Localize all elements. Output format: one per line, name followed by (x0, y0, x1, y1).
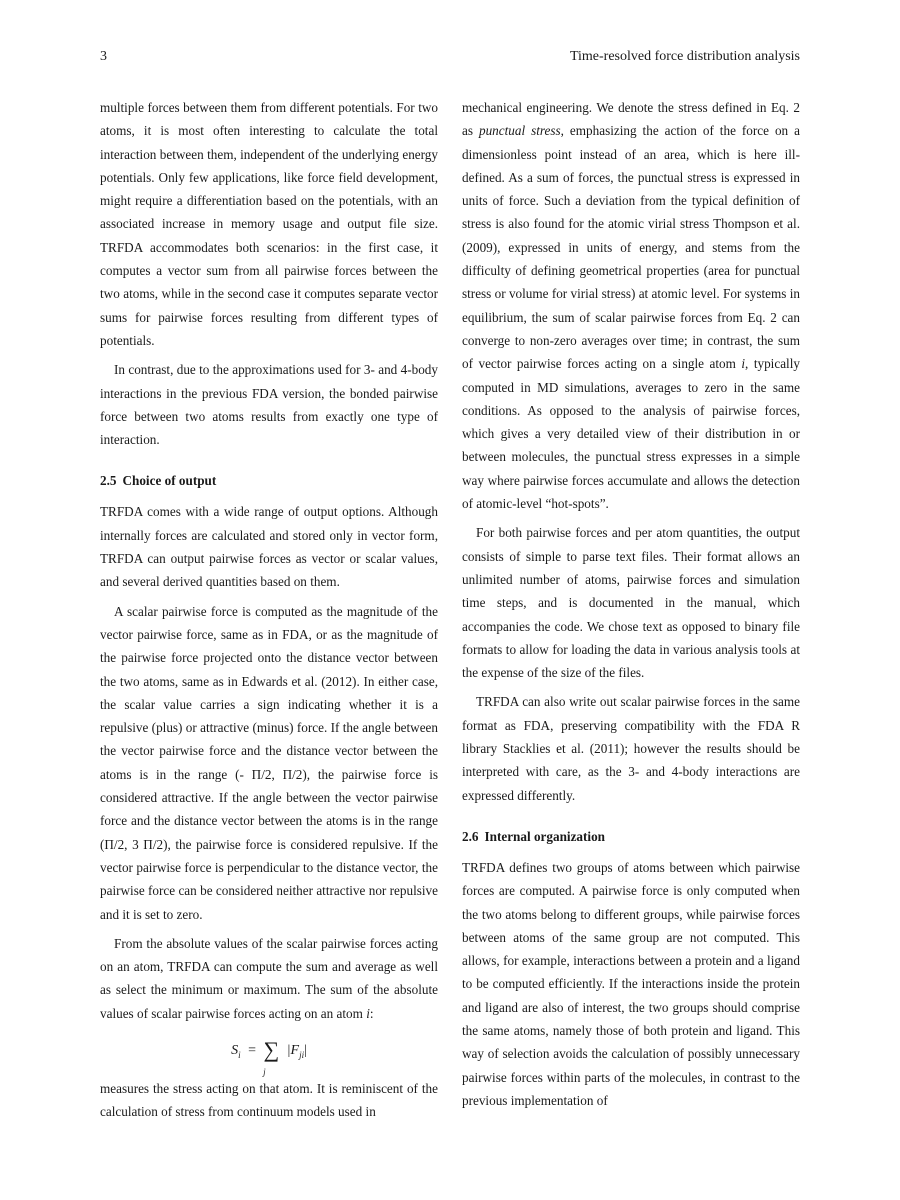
section-title: Choice of output (122, 473, 217, 489)
paragraph-text: From the absolute values of the scalar pairwise forces acting on an atom, TRFDA can compute the sum and average as well as select the minimum or maximum. The sum of the absolute values of scalar pairwise forces acting on an atom (100, 935, 438, 1021)
paragraph: For both pairwise forces and per atom quantities, the output consists of simple to parse text files. Their format allows an unlimited number of atoms, pairwise forces and simulation time steps, and is documented in the manual, which accompanies the code. We chose text as opposed to binary file formats to allow for loading the data in various analysis tools at the expense of the size of the files. (462, 525, 800, 681)
equation-equals: = (248, 1042, 256, 1058)
section-title: Internal organization (484, 828, 606, 844)
equation-2 (100, 1031, 438, 1077)
paragraph: TRFDA defines two groups of atoms between which pairwise forces are computed. A pairwise force is only computed when the two atoms belong to different groups, while pairwise forces between atoms of the same group are not computed. This allows, for example, interactions between a protein and a ligand to be computed efficiently. If the interactions inside the protein and ligand are also of interest, the two groups should comprise the same atoms, namely those of both protein and ligand. This way of selection avoids the calculation of possibly unnecessary pairwise forces within parts of the molecules, in contrast to the previous implementation of (462, 859, 800, 1108)
paragraph: measures the stress acting on that atom. It is reminiscent of the calculation of stress from continuum models used in (100, 1080, 438, 1120)
paragraph (100, 932, 438, 1025)
paragraph-text-end: : (369, 1005, 374, 1021)
running-title: Time-resolved force distribution analysis (569, 49, 800, 64)
paragraph: In contrast, due to the approximations used for 3- and 4-body interactions in the previous FDA version, the bonded pairwise force between two atoms results from exactly one type of interaction. (100, 362, 438, 448)
equation-rhs: |F (286, 1042, 300, 1058)
paragraph-text: , typically computed in MD simulations, averages to zero in the same conditions. As opposed to the analysis of pairwise forces, which gives a very detailed view of their distribution in or between molecules, the punctual stress expresses in a simple way where pairwise forces accumulate and allows the detection of atomic-level “hot-spots”. (462, 356, 800, 512)
section-heading-2-5 (100, 469, 438, 492)
paragraph: TRFDA comes with a wide range of output options. Although internally forces are calculated and stored only in vector form, TRFDA can output pairwise forces as vector or scalar values, and several derived quantities based on them. (100, 504, 438, 590)
paragraph-text: mechanical engineering. We denote the stress defined in Eq. 2 as (462, 100, 800, 139)
section-number: 2.5 (100, 473, 117, 489)
math-variable: i (741, 356, 746, 372)
section-heading-2-6 (462, 825, 800, 848)
paragraph: TRFDA can also write out scalar pairwise forces in the same format as FDA, preserving compatibility with the FDA R library Stacklies et al. (2011); however the results should be interpreted with care, as the 3- and 4-body interactions are expressed differently. (462, 694, 800, 803)
paragraph (462, 96, 800, 515)
equation-lhs: S (231, 1042, 239, 1058)
running-header (100, 47, 800, 67)
math-variable: i (366, 1005, 370, 1021)
equation-lhs-subscript: i (238, 1049, 241, 1060)
page-number: 3 (100, 49, 107, 64)
equation-rhs-end: | (304, 1042, 307, 1058)
section-number: 2.6 (462, 828, 479, 844)
equation-rhs-subscript: ji (299, 1049, 305, 1060)
emphasized-term: punctual stress (478, 123, 561, 139)
summation-subscript: j (263, 1066, 266, 1077)
left-column (100, 96, 438, 1124)
paragraph: A scalar pairwise force is computed as the magnitude of the vector pairwise force, same as in FDA, or as the magnitude of the pairwise force projected onto the distance vector between the two atoms, same as in Edwards et al. (2012). In either case, the scalar value carries a sign indicating whether it is a repulsive (plus) or attractive (minus) force. If the angle between the vector pairwise force and the distance vector between the atoms is in the range (- Π/2, Π/2), the pairwise force is considered attractive. If the angle between the vector pairwise force and the distance vector between the atoms is in the range (Π/2, 3 Π/2), the pairwise force is considered repulsive. If the vector pairwise force is perpendicular to the distance vector, the pairwise force can be considered neither attractive nor repulsive and it is set to zero. (100, 603, 438, 922)
paragraph-text: , emphasizing the action of the force on a dimensionless point instead of an area, which is here ill-defined. As a sum of forces, the punctual stress is expressed in units of force. Such a deviation from the typical definition of stress is also found for the atomic virial stress Thompson et al. (2009), expressed in units of energy, and stems from the difficulty of defining geometrical properties (area for punctual stress or volume for virial stress) at atomic level. For systems in equilibrium, the sum of scalar pairwise forces from Eq. 2 can converge to non-zero averages over time; in contrast, the sum of vector pairwise forces acting on a single atom (462, 123, 800, 372)
paragraph: multiple forces between them from different potentials. For two atoms, it is most often interesting to calculate the total interaction between them, independent of the underlying energy potentials. Only few applications, like force field development, might require a differentiation based on the potentials, with an associated increase in memory usage and output file size. TRFDA accommodates both scenarios: in the first case, it computes a vector sum from all pairwise forces between the two atoms, while in the second case it computes separate vector sums for pairwise forces resulting from different types of potentials. (100, 100, 438, 348)
summation-symbol: ∑ (263, 1036, 280, 1062)
right-column (462, 96, 800, 1112)
